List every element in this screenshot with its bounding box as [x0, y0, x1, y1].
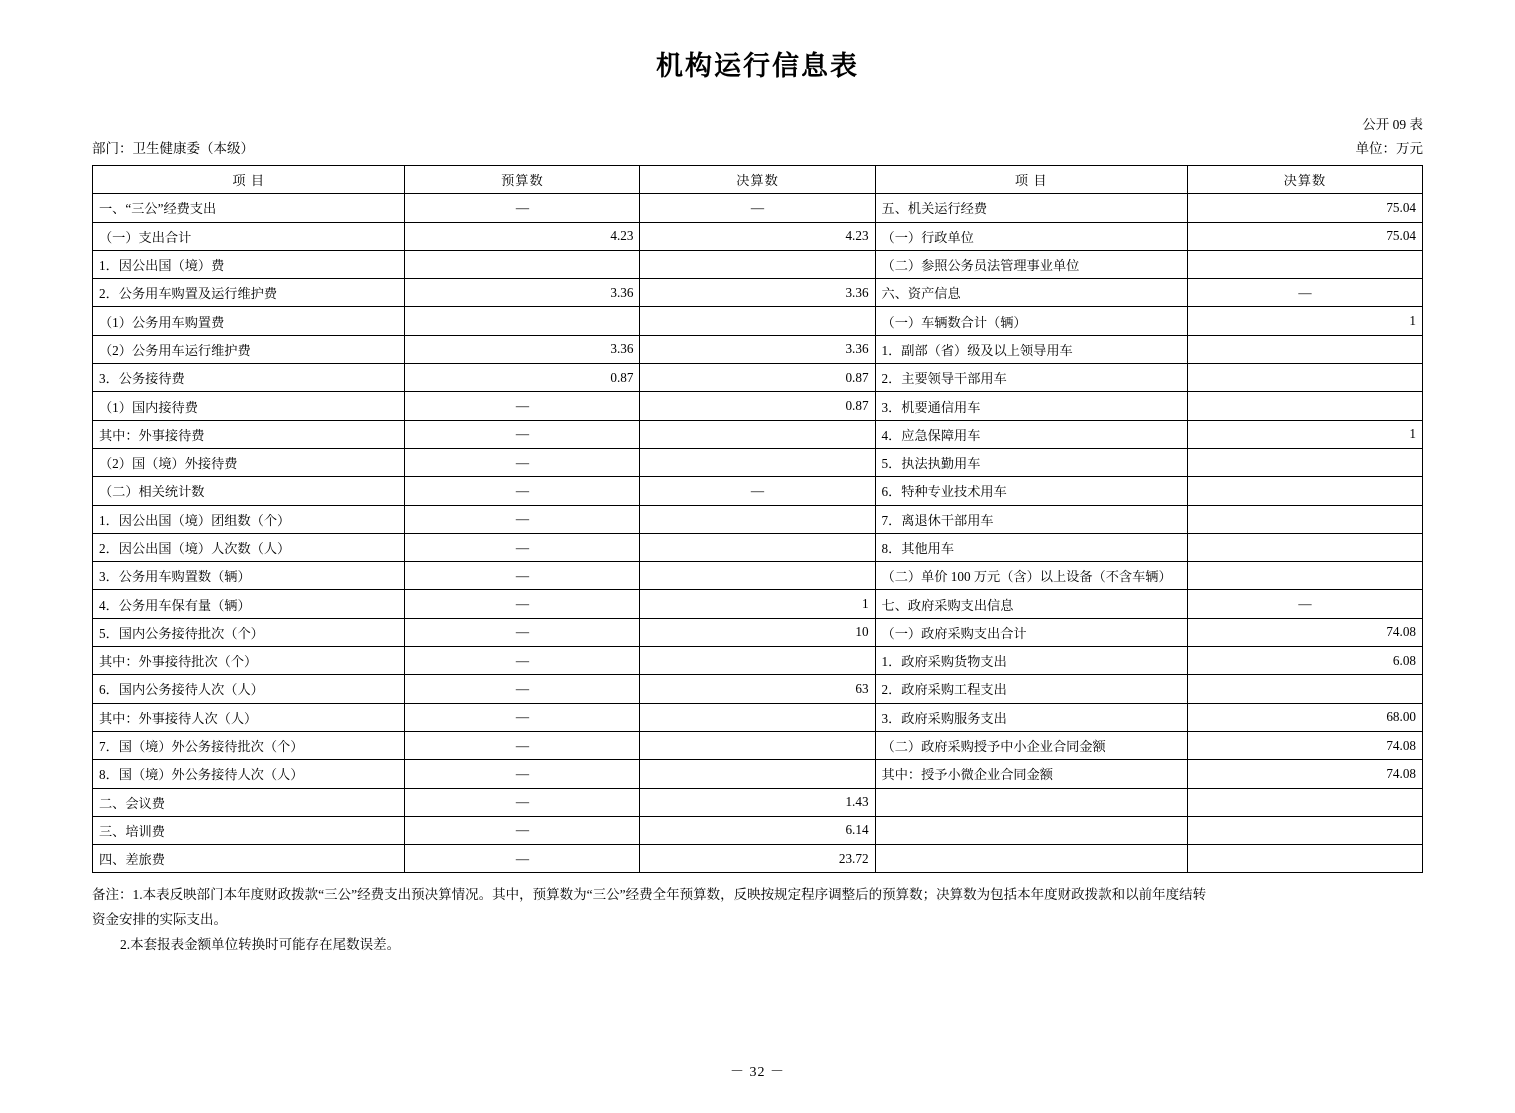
header-final: 决算数: [640, 166, 875, 194]
table-row: [93, 760, 1423, 788]
row-right-final-value: [1187, 335, 1422, 363]
row-label-left: 1．因公出国（境）团组数（个）: [93, 505, 405, 533]
row-right-final-value: 75.04: [1187, 222, 1422, 250]
row-final-value: 3.36: [640, 335, 875, 363]
row-right-final-value: [1187, 675, 1422, 703]
table-row: [93, 364, 1423, 392]
row-label-right: （一）政府采购支出合计: [875, 618, 1187, 646]
row-final-value: [640, 307, 875, 335]
row-final-value: [640, 703, 875, 731]
row-budget-value: —: [405, 647, 640, 675]
row-label-left: 二、会议费: [93, 788, 405, 816]
row-label-left: 其中：外事接待批次（个）: [93, 647, 405, 675]
table-header-row: [93, 166, 1423, 194]
row-label-right: 六、资产信息: [875, 279, 1187, 307]
row-final-value: 63: [640, 675, 875, 703]
row-right-final-value: 1: [1187, 420, 1422, 448]
row-label-left: 3．公务接待费: [93, 364, 405, 392]
header-left-item: 项 目: [93, 166, 405, 194]
row-final-value: [640, 760, 875, 788]
table-row: [93, 533, 1423, 561]
row-right-final-value: [1187, 562, 1422, 590]
row-final-value: [640, 250, 875, 278]
row-right-final-value: 75.04: [1187, 194, 1422, 222]
table-row: [93, 222, 1423, 250]
row-right-final-value: 74.08: [1187, 760, 1422, 788]
row-budget-value: —: [405, 590, 640, 618]
row-label-right: 8．其他用车: [875, 533, 1187, 561]
row-right-final-value: [1187, 448, 1422, 476]
form-number-row: [92, 113, 1423, 133]
row-right-final-value: —: [1187, 590, 1422, 618]
row-empty-cell: [1187, 788, 1422, 816]
row-right-final-value: 1: [1187, 307, 1422, 335]
row-label-left: （二）相关统计数: [93, 477, 405, 505]
row-label-left: 四、差旅费: [93, 845, 405, 873]
row-label-left: 4．公务用车保有量（辆）: [93, 590, 405, 618]
row-label-left: 三、培训费: [93, 816, 405, 844]
row-budget-value: —: [405, 760, 640, 788]
row-label-right: 五、机关运行经费: [875, 194, 1187, 222]
table-row: [93, 279, 1423, 307]
table-row: [93, 335, 1423, 363]
row-budget-value: —: [405, 505, 640, 533]
table-row: [93, 420, 1423, 448]
row-label-right: 七、政府采购支出信息: [875, 590, 1187, 618]
row-budget-value: —: [405, 420, 640, 448]
row-budget-value: —: [405, 703, 640, 731]
row-budget-value: 0.87: [405, 364, 640, 392]
row-empty-cell: [1187, 845, 1422, 873]
row-label-right: 6．特种专业技术用车: [875, 477, 1187, 505]
row-final-value: [640, 448, 875, 476]
table-notes: [92, 883, 1423, 958]
row-right-final-value: [1187, 364, 1422, 392]
row-final-value: [640, 731, 875, 759]
row-label-left: 一、“三公”经费支出: [93, 194, 405, 222]
page-container: [0, 44, 1515, 1113]
row-budget-value: 3.36: [405, 335, 640, 363]
row-budget-value: 3.36: [405, 279, 640, 307]
table-row: [93, 477, 1423, 505]
row-label-left: （1）国内接待费: [93, 392, 405, 420]
row-budget-value: —: [405, 816, 640, 844]
department-label: 部门：卫生健康委（本级）: [92, 141, 254, 156]
row-final-value: 23.72: [640, 845, 875, 873]
row-final-value: 1.43: [640, 788, 875, 816]
row-budget-value: —: [405, 392, 640, 420]
row-label-right: 5．执法执勤用车: [875, 448, 1187, 476]
row-label-left: 5．国内公务接待批次（个）: [93, 618, 405, 646]
row-budget-value: [405, 307, 640, 335]
row-budget-value: —: [405, 675, 640, 703]
row-budget-value: —: [405, 845, 640, 873]
table-row: [93, 816, 1423, 844]
row-label-left: 8．国（境）外公务接待人次（人）: [93, 760, 405, 788]
row-label-right: 其中：授予小微企业合同金额: [875, 760, 1187, 788]
row-final-value: [640, 505, 875, 533]
row-label-left: （2）公务用车运行维护费: [93, 335, 405, 363]
row-budget-value: —: [405, 448, 640, 476]
row-label-right: （一）车辆数合计（辆）: [875, 307, 1187, 335]
table-row: [93, 703, 1423, 731]
table-row: [93, 194, 1423, 222]
row-label-right: （一）行政单位: [875, 222, 1187, 250]
row-final-value: 1: [640, 590, 875, 618]
row-empty-cell: [1187, 816, 1422, 844]
row-final-value: 0.87: [640, 364, 875, 392]
row-final-value: 4.23: [640, 222, 875, 250]
table-row: [93, 505, 1423, 533]
table-row: [93, 307, 1423, 335]
row-label-right: （二）单价 100 万元（含）以上设备（不含车辆）: [875, 562, 1187, 590]
table-row: [93, 250, 1423, 278]
row-label-right: （二）参照公务员法管理事业单位: [875, 250, 1187, 278]
row-label-left: 2．公务用车购置及运行维护费: [93, 279, 405, 307]
table-row: [93, 845, 1423, 873]
header-right-item: 项 目: [875, 166, 1187, 194]
table-row: [93, 590, 1423, 618]
row-final-value: —: [640, 477, 875, 505]
row-budget-value: —: [405, 562, 640, 590]
row-right-final-value: 68.00: [1187, 703, 1422, 731]
table-row: [93, 392, 1423, 420]
row-label-left: （2）国（境）外接待费: [93, 448, 405, 476]
row-label-left: 7．国（境）外公务接待批次（个）: [93, 731, 405, 759]
row-label-left: 其中：外事接待费: [93, 420, 405, 448]
row-final-value: [640, 647, 875, 675]
row-budget-value: —: [405, 194, 640, 222]
row-label-left: 3．公务用车购置数（辆）: [93, 562, 405, 590]
row-label-right: 7．离退休干部用车: [875, 505, 1187, 533]
page-title: 机构运行信息表: [656, 51, 859, 81]
form-number: 公开 09 表: [1362, 117, 1423, 132]
row-right-final-value: [1187, 477, 1422, 505]
row-label-right: 2．主要领导干部用车: [875, 364, 1187, 392]
row-final-value: —: [640, 194, 875, 222]
table-row: [93, 731, 1423, 759]
row-label-left: 其中：外事接待人次（人）: [93, 703, 405, 731]
header-budget: 预算数: [405, 166, 640, 194]
row-final-value: [640, 533, 875, 561]
note-line-3: 2.本套报表金额单位转换时可能存在尾数误差。: [120, 937, 401, 953]
row-budget-value: —: [405, 618, 640, 646]
row-final-value: 3.36: [640, 279, 875, 307]
row-label-left: （1）公务用车购置费: [93, 307, 405, 335]
row-final-value: 10: [640, 618, 875, 646]
row-empty-cell: [875, 845, 1187, 873]
row-right-final-value: [1187, 392, 1422, 420]
row-label-right: 4．应急保障用车: [875, 420, 1187, 448]
page-number: － 32 －: [730, 1065, 785, 1080]
row-label-right: 1．副部（省）级及以上领导用车: [875, 335, 1187, 363]
row-final-value: 6.14: [640, 816, 875, 844]
row-right-final-value: —: [1187, 279, 1422, 307]
row-label-right: 1．政府采购货物支出: [875, 647, 1187, 675]
row-label-right: （二）政府采购授予中小企业合同金额: [875, 731, 1187, 759]
row-budget-value: —: [405, 788, 640, 816]
department-unit-row: [92, 137, 1423, 157]
row-label-right: 3．机要通信用车: [875, 392, 1187, 420]
table-row: [93, 675, 1423, 703]
row-right-final-value: 6.08: [1187, 647, 1422, 675]
main-table: [92, 165, 1423, 873]
table-row: [93, 562, 1423, 590]
row-label-left: （一）支出合计: [93, 222, 405, 250]
row-label-left: 2．因公出国（境）人次数（人）: [93, 533, 405, 561]
row-budget-value: —: [405, 533, 640, 561]
row-right-final-value: [1187, 533, 1422, 561]
row-right-final-value: 74.08: [1187, 731, 1422, 759]
row-label-left: 1．因公出国（境）费: [93, 250, 405, 278]
row-empty-cell: [875, 816, 1187, 844]
row-label-left: 6．国内公务接待人次（人）: [93, 675, 405, 703]
row-final-value: [640, 562, 875, 590]
note-line-2: 资金安排的实际支出。: [92, 912, 227, 928]
table-row: [93, 618, 1423, 646]
row-budget-value: —: [405, 731, 640, 759]
table-row: [93, 788, 1423, 816]
row-right-final-value: 74.08: [1187, 618, 1422, 646]
note-line-1: 备注：1.本表反映部门本年度财政拨款“三公”经费支出预决算情况。其中，预算数为“三公”经费全年预算数，反映按规定程序调整后的预算数；决算数为包括本年度财政拨款和以前年度结转: [92, 887, 1207, 903]
row-final-value: [640, 420, 875, 448]
table-row: [93, 647, 1423, 675]
unit-label: 单位：万元: [1355, 141, 1423, 156]
row-final-value: 0.87: [640, 392, 875, 420]
table-row: [93, 448, 1423, 476]
row-label-right: 3．政府采购服务支出: [875, 703, 1187, 731]
row-label-right: 2．政府采购工程支出: [875, 675, 1187, 703]
row-budget-value: 4.23: [405, 222, 640, 250]
row-right-final-value: [1187, 505, 1422, 533]
row-budget-value: [405, 250, 640, 278]
row-budget-value: —: [405, 477, 640, 505]
row-right-final-value: [1187, 250, 1422, 278]
header-right-final: 决算数: [1187, 166, 1422, 194]
row-empty-cell: [875, 788, 1187, 816]
